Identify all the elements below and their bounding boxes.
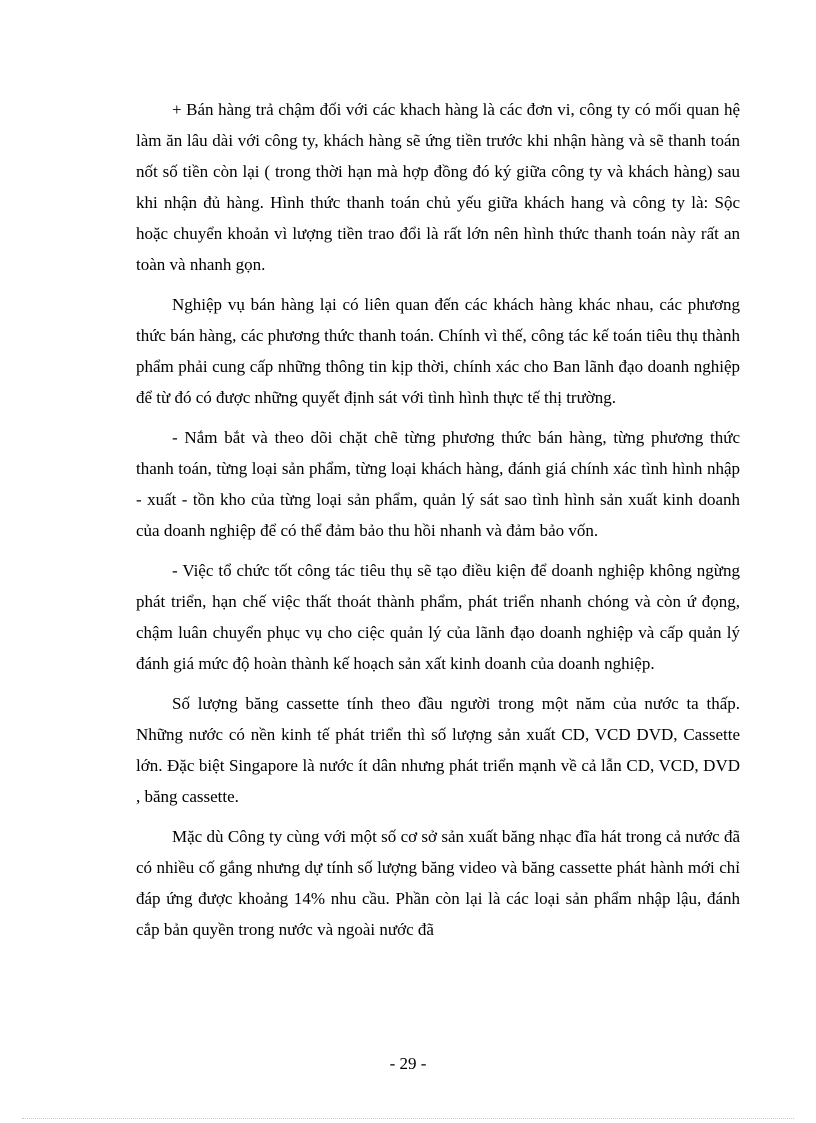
paragraph-track-sales-methods: - Nắm bắt và theo dõi chặt chẽ từng phương thức bán hàng, từng phương thức thanh toán, từng loại sản phẩm, từng loại khách hàng, đánh giá chính xác tình hình nhập - xuất - tồn kho của từng loại sản phẩm, quản lý sát sao tình hình sản xuất kinh doanh của doanh nghiệp để có thể đảm bảo thu hồi nhanh và đảm bảo vốn. [136, 428, 740, 540]
paragraph-organize-consumption: - Việc tổ chức tốt công tác tiêu thụ sẽ tạo điều kiện để doanh nghiệp không ngừng phát triển, hạn chế việc thất thoát thành phẩm, phát triển nhanh chóng và còn ứ đọng, chậm luân chuyển phục vụ cho ciệc quản lý của lãnh đạo doanh nghiệp và cấp quản lý đánh giá mức độ hoàn thành kế hoạch sản xất kinh doanh của doanh nghiệp. [136, 561, 740, 673]
body-text [136, 94, 740, 945]
paragraph-cassette-volume: Số lượng băng cassette tính theo đầu người trong một năm của nước ta thấp. Những nước có nền kinh tế phát triển thì số lượng sản xuất CD, VCD DVD, Cassette lớn. Đặc biệt Singapore là nước ít dân nhưng phát triển mạnh về cả lẫn CD, VCD, DVD , băng cassette. [136, 694, 740, 806]
page-bottom-rule [22, 1118, 794, 1119]
paragraph-deferred-payment: + Bán hàng trả chậm đối với các khach hàng là các đơn vi, công ty có mối quan hệ làm ăn lâu dài với công ty, khách hàng sẽ ứng tiền trước khi nhận hàng và sẽ thanh toán nốt số tiền còn lại ( trong thời hạn mà hợp đồng đó ký giữa công ty và khách hàng) sau khi nhận đủ hàng. Hình thức thanh toán chủ yếu giữa khách hang và công ty là: Sộc hoặc chuyển khoản vì lượng tiền trao đổi là rất lớn nên hình thức thanh toán này rất an toàn và nhanh gọn. [136, 100, 740, 274]
paragraph-company-efforts: Mặc dù Công ty cùng với một số cơ sở sản xuất băng nhạc đĩa hát trong cả nước đã có nhiều cố gắng nhưng dự tính số lượng băng video và băng cassette phát hành mới chỉ đáp ứng được khoảng 14% nhu cầu. Phần còn lại là các loại sản phẩm nhập lậu, đánh cắp bản quyền trong nước và ngoài nước đã [136, 827, 740, 939]
paragraph-sales-operations: Nghiệp vụ bán hàng lại có liên quan đến các khách hàng khác nhau, các phương thức bán hàng, các phương thức thanh toán. Chính vì thế, công tác kế toán tiêu thụ thành phẩm phải cung cấp những thông tin kịp thời, chính xác cho Ban lãnh đạo doanh nghiệp để từ đó có được những quyết định sát với tình hình thực tế thị trường. [136, 295, 740, 407]
page-number: - 29 - [389, 1054, 427, 1073]
